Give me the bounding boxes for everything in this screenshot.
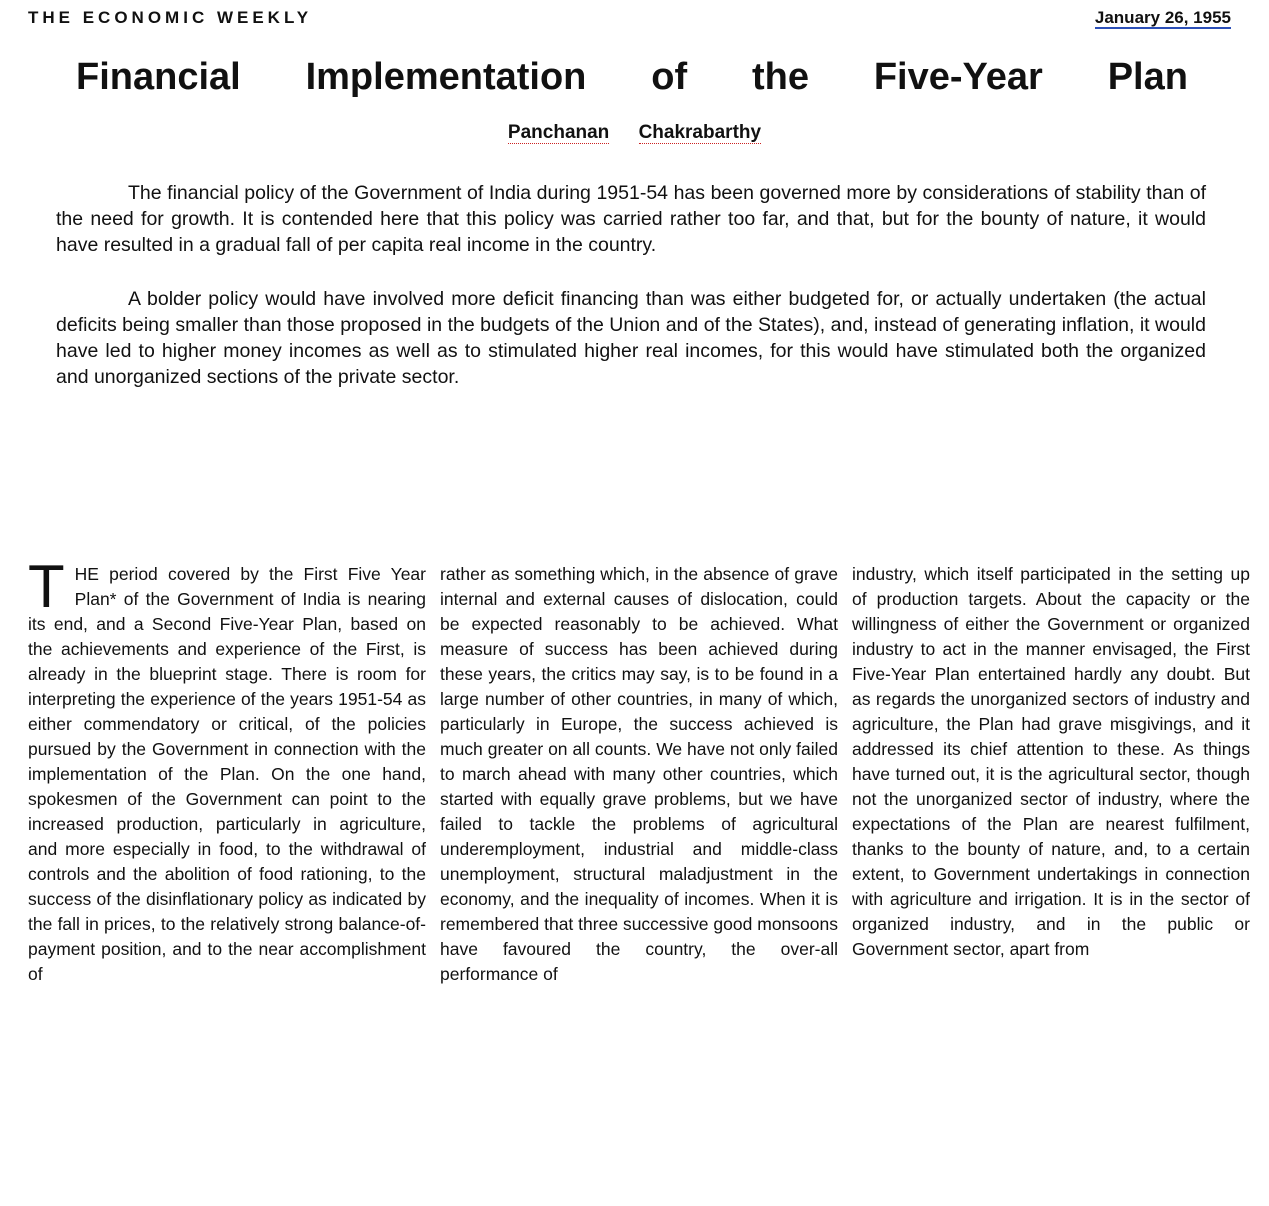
column-text: HE period covered by the First Five Year Plan* of the Government of India is nearing its end, and a Second Five-Year Plan, based on the achievements and experience of the First, is already in the blueprint stage. There is room for interpreting the experience of the years 1951-54 as either commendatory or critical, of the policies pursued by the Government in connection with the implementation of the Plan. On the one hand, spokesmen of the Government can point to the increased production, particularly in agriculture, and more especially in food, to the withdrawal of controls and the abolition of food rationing, to the success of the disinflationary policy as indicated by the fall in prices, to the relatively strong balance-of-payment position, and to the near accomplishment of	[28, 564, 426, 984]
drop-cap: T	[28, 562, 65, 620]
column-text: industry, which itself participated in the setting up of production targets. About the capacity or the willingness of either the Government or organized industry to act in the manner envisaged, the First Five-Year Plan entertained hardly any doubt. But as regards the unorganized sectors of industry and agriculture, the Plan had grave misgivings, and it addressed its chief attention to these. As things have turned out, it is the agricultural sector, though not the unorganized sector of industry, where the expectations of the Plan are nearest fulfilment, thanks to the bounty of nature, and, to a certain extent, to Government undertakings in connection with agriculture and irrigation. It is in the sector of organized industry, and in the public or Government sector, apart from	[852, 564, 1250, 959]
article-title	[76, 56, 1188, 99]
author-last-name: Chakrabarthy	[638, 122, 762, 143]
masthead: THE ECONOMIC WEEKLY	[28, 8, 313, 27]
abstract-paragraph: The financial policy of the Government of India during 1951-54 has been governed more by considerations of stability than of the need for growth. It is contended here that this policy was carried rather too far, and that, but for the bounty of nature, it would have resulted in a gradual fall of per capita real income in the country.	[56, 182, 1206, 256]
issue-date	[1095, 8, 1231, 28]
body-column-1	[28, 562, 426, 1202]
abstract-paragraph: A bolder policy would have involved more deficit financing than was either budgeted for, or actually undertaken (the actual deficits being smaller than those proposed in the budgets of the Union and of the States), and, instead of generating inflation, it would have led to higher money incomes as well as to stimulated higher real incomes, for this would have stimulated both the organized and unorganized sections of the private sector.	[56, 288, 1206, 388]
column-text: rather as something which, in the absence of grave internal and external causes of dislocation, could be expected reasonably to be achieved. What measure of success has been achieved during these years, the critics may say, is to be found in a large number of other countries, in many of which, particularly in Europe, the success achieved is much greater on all counts. We have not only failed to march ahead with many other countries, which started with equally grave problems, but we have failed to tackle the problems of agricultural underemployment, industrial and middle-class unemployment, structural maladjustment in the economy, and the inequality of incomes. When it is remembered that three successive good monsoons have favoured the country, the over-all performance of	[440, 564, 838, 984]
title-word: of	[651, 56, 688, 98]
author-first-name: Panchanan	[507, 122, 610, 143]
article-abstract	[56, 180, 1206, 418]
title-word: Financial	[76, 56, 241, 98]
body-columns	[28, 562, 1250, 1202]
body-column-3	[852, 562, 1250, 1202]
article-author	[0, 122, 1269, 144]
title-word: Plan	[1107, 56, 1188, 98]
body-column-2	[440, 562, 838, 1202]
issue-date-text: January 26, 1955	[1094, 8, 1231, 27]
title-word: Implementation	[305, 56, 587, 98]
title-word: the	[751, 56, 809, 98]
title-word: Five-Year	[873, 56, 1043, 98]
